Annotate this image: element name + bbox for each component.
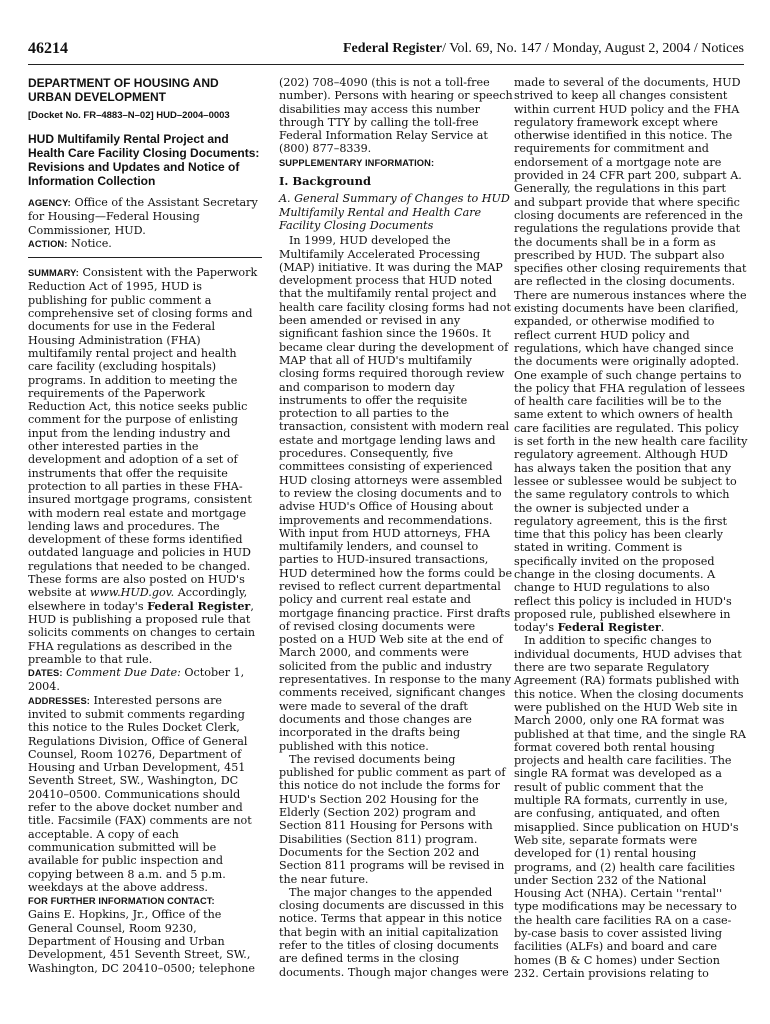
page-header bbox=[28, 40, 744, 64]
paragraph-text: made to several of the documents, HUD strived to keep all changes consistent within current HUD policy and the FHA regulatory framework except where otherwise identified in this notice. The requirements for commitment and endorsement of a mortgage note are provided in 24 CFR part 200, subpart A. Generally, the regulations in this part and subpart provide that where specific closing documents are referenced in the regulations the regulations provide that the documents shall be in a form as prescribed by HUD. The subpart also specifies other closing requirements that are reflected in the closing documents. There are numerous instances where the existing documents have been clarified, expanded, or otherwise modified to reflect current HUD policy and regulations, which have changed since the documents were originally adopted. One example of such change pertains to the policy that FHA regulation of lessees of health care facilities will be to the same extent to which owners of health care facilities are regulated. This policy is set forth in the new health care facility regulatory agreement. Although HUD has always taken the position that any lessee or sublessee would be subject to the same regulatory controls to which the owner is subjected under a regulatory agreement, this is the first time that this policy has been clearly stated in writing. Comment is specifically invited on the proposed change in the closing documents. A change to HUD regulations to also reflect this policy is included in HUD's proposed rule, published elsewhere in today's bbox=[514, 76, 748, 635]
dates-label: DATES: bbox=[28, 668, 63, 679]
comment-due-date: October 1, 2004. bbox=[28, 666, 245, 694]
subsection-heading: A. General Summary of Changes to HUD Multifamily Rental and Health Care Facility Closing Documents bbox=[279, 192, 510, 232]
action-text: Notice. bbox=[70, 236, 112, 250]
paragraph: In 1999, HUD developed the Multifamily Accelerated Processing (MAP) initiative. It was during the MAP development process that HUD noted that the multifamily rental project and health care facility closing forms had not been amended or revised in any significant fashion since the 1960s. It became clear during the development of MAP that all of HUD's multifamily closing forms required thorough review and comparison to modern day instruments to offer the requisite protection to all parties to the transaction, consistent with modern real estate and mortgage lending laws and procedures. Consequently, five committees consisting of experienced HUD closing attorneys were assembled to review the closing documents and to advise HUD's Office of Housing about improvements and recommendations. With input from HUD attorneys, FHA multifamily lenders, and counsel to parties to HUD-insured transactions, HUD determined how the forms could be revised to reflect current departmental policy and current real estate and mortgage financing practice. First drafts of revised closing documents were posted on a HUD Web site at the end of March 2000, and comments were solicited from the public and industry representatives. In response to the many comments received, significant changes were made to several of the draft documents and those changes are incorporated in the drafts being published with this notice. bbox=[279, 234, 513, 753]
contact-label-line bbox=[28, 894, 262, 908]
docket-number: [Docket No. FR–4883–N–02] HUD–2004–0003 bbox=[28, 110, 230, 121]
summary-label: SUMMARY: bbox=[28, 268, 79, 279]
dates-block bbox=[28, 666, 262, 694]
paragraph: The major changes to the appended closing documents are discussed in this notice. Terms that appear in this notice that begin with an initial capitalization refer to the titles of closing documents are defined terms in the closing documents. Though major changes were bbox=[279, 885, 509, 979]
running-head bbox=[343, 41, 744, 57]
supplementary-label-line bbox=[279, 156, 513, 170]
period: . bbox=[660, 621, 665, 635]
paragraph: In addition to specific changes to individual documents, HUD advises that there are two separate Regulatory Agreement (RA) formats published with this notice. When the closing documents were published on the HUD Web site in March 2000, only one RA format was published at that time, and the single RA format covered both rental housing projects and health care facilities. The single RA format was developed as a result of public comment that the multiple RA formats, currently in use, are confusing, antiquated, and often misapplied. Since publication on HUD's Web site, separate formats were developed for (1) rental housing programs, and (2) health care facilities under Section 232 of the National Housing Act (NHA). Certain ''rental'' type modifications may be necessary to the health care facilities RA on a case-by-case basis to cover assisted living facilities (ALFs) and board and care homes (B & C homes) under Section 232. Certain provisions relating to bbox=[514, 634, 746, 980]
page-number: 46214 bbox=[28, 40, 68, 57]
header-rule bbox=[28, 64, 744, 65]
addresses-label: ADDRESSES: bbox=[28, 695, 90, 706]
supplementary-label: SUPPLEMENTARY INFORMATION: bbox=[279, 157, 435, 168]
issue-info: / Vol. 69, No. 147 / Monday, August 2, 2004 / Notices bbox=[442, 41, 744, 56]
comment-due-label: Comment Due Date: bbox=[66, 666, 181, 680]
contact-text: Gains E. Hopkins, Jr., Office of the General Counsel, Room 9230, Department of Housing and Urban Development, 451 Seventh Street, SW., Washington, DC 20410–0500; telephone bbox=[28, 908, 255, 975]
department-heading: DEPARTMENT OF HOUSING AND URBAN DEVELOPMENT bbox=[28, 76, 219, 104]
section-divider bbox=[28, 257, 262, 258]
agency-text: Office of the Assistant Secretary for Housing—Federal Housing Commissioner, HUD. bbox=[28, 196, 258, 237]
page bbox=[28, 30, 748, 1010]
addresses-block bbox=[28, 694, 262, 894]
summary-block bbox=[28, 266, 262, 666]
agency-block bbox=[28, 196, 262, 237]
summary-text-3: , HUD is publishing a proposed rule that solicits comments on changes to certain FHA regulations as described in the preamble to that rule. bbox=[28, 599, 256, 666]
section-heading: I. Background bbox=[279, 174, 372, 189]
document-title: HUD Multifamily Rental Project and Health Care Facility Closing Documents: Revisions and Updates and Notice of Information Collection bbox=[28, 132, 260, 188]
column-3 bbox=[514, 76, 748, 980]
action-label: ACTION: bbox=[28, 238, 68, 249]
publication-name: Federal Register bbox=[342, 41, 443, 56]
agency-label: AGENCY: bbox=[28, 198, 71, 208]
federal-register-ref: Federal Register bbox=[557, 621, 661, 635]
paragraph bbox=[514, 76, 748, 634]
action-block bbox=[28, 237, 262, 251]
summary-text-2: Accordingly, elsewhere in today's bbox=[28, 586, 248, 613]
addresses-text: Interested persons are invited to submit comments regarding this notice to the Rules Docket Clerk, Regulations Division, Office of General Counsel, Room 10276, Department of Housing and Urban Development, 451 Seventh Street, SW., Washington, DC 20410–0500. Communications should refer to the above docket number and title. Facsimile (FAX) comments are not acceptable. A copy of each communication submitted will be available for public inspection and copying between 8 a.m. and 5 p.m. weekdays at the above address. bbox=[28, 693, 252, 894]
column-2 bbox=[279, 76, 513, 979]
paragraph: The revised documents being published for public comment as part of this notice do not include the forms for HUD's Section 202 Housing for the Elderly (Section 202) program and Section 811 Housing for Persons with Disabilities (Section 811) program. Documents for the Section 202 and Section 811 programs will be revised in the near future. bbox=[279, 752, 506, 886]
federal-register-ref: Federal Register bbox=[147, 599, 251, 613]
column-1 bbox=[28, 76, 262, 975]
contact-label: FOR FURTHER INFORMATION CONTACT: bbox=[28, 896, 215, 907]
hud-website-link[interactable]: www.HUD.gov. bbox=[89, 586, 175, 600]
summary-text: Consistent with the Paperwork Reduction Act of 1995, HUD is publishing for public comment a comprehensive set of closing forms and documents for use in the Federal Housing Administration (FHA) multifamily rental project and health care facility (excluding hospitals) programs. In addition to meeting the requirements of the Paperwork Reduction Act, this notice seeks public comment for the purpose of enlisting input from the lending industry and other interested parties in the development and adoption of a set of instruments that offer the requisite protection to all parties in these FHA-insured mortgage programs, consistent with modern real estate and mortgage lending laws and procedures. The development of these forms identified outdated language and policies in HUD regulations that needed to be changed. These forms are also posted on HUD's website at bbox=[28, 266, 258, 600]
contact-text-cont: (202) 708–4090 (this is not a toll-free number). Persons with hearing or speech disabilities may access this number through TTY by calling the toll-free Federal Information Relay Service at (800) 877–8339. bbox=[279, 76, 513, 156]
